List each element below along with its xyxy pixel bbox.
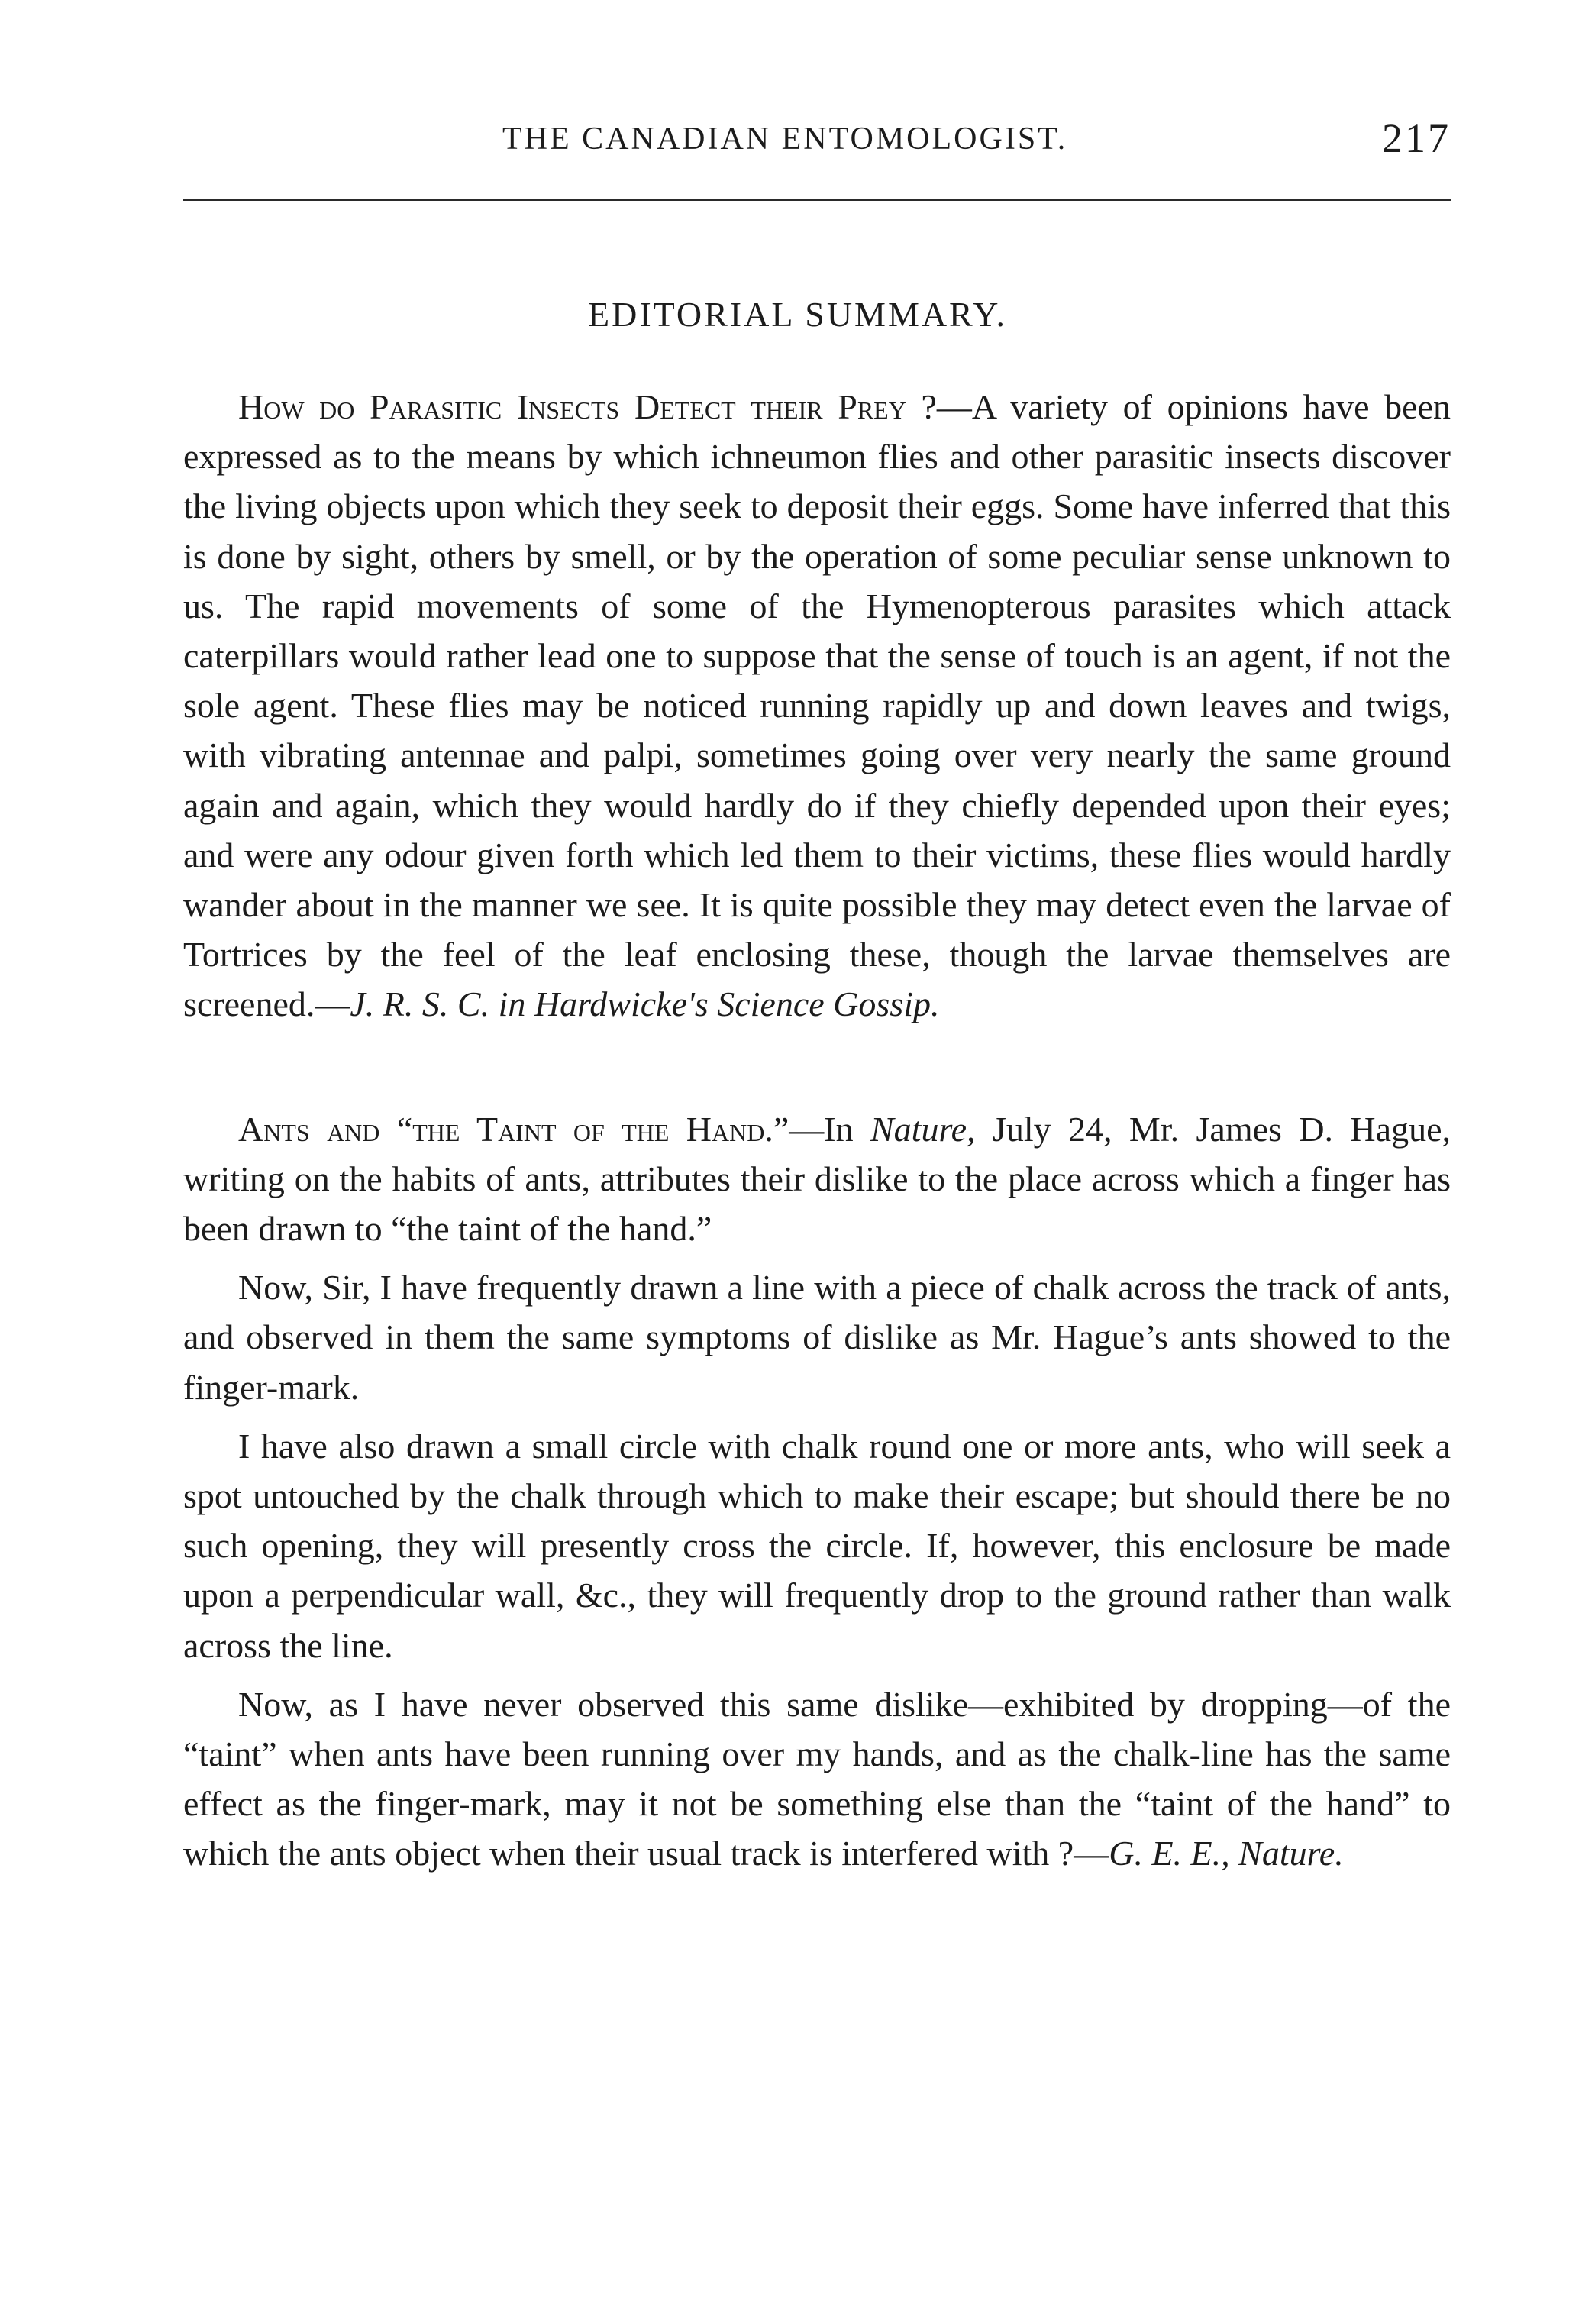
paragraph-chalk-line: Now, Sir, I have frequently drawn a line with a piece of chalk across the track of ants, and observed in them the same symptoms of dislike as Mr. Hague’s ants showed to the finger-mark.: [183, 1268, 1451, 1407]
paragraph-text: —A variety of opinions have been expressed as to the means by which ichneumon flies and other parasitic insects discover the living objects upon which they seek to deposit their eggs. Some have inferred that this is done by sight, others by smell, or by the operation of some peculiar sense unknown to us. The rapid movements of some of the Hymenopterous parasites which attack caterpillars would rather lead one to suppose that the sense of touch is an agent, if not the sole agent. These flies may be noticed running rapidly up and down leaves and twigs, with vibrating antennae and palpi, sometimes going over very nearly the same ground again and again, which they would hardly do if they chiefly depended upon their eyes; and were any odour given forth which led them to their victims, these flies would hardly wander about in the manner we see. It is quite possible they may detect even the larvae of Tortrices by the feel of the leaf enclosing these, though the larvae themselves are screened.—: [183, 387, 1451, 1024]
article-heading: EDITORIAL SUMMARY.: [588, 295, 1007, 334]
paragraph-taint: [183, 1679, 1451, 1879]
page-number: 217: [1382, 115, 1451, 161]
paragraph-chalk-circle: I have also drawn a small circle with chalk round one or more ants, who will seek a spot untouched by the chalk through which to make their escape; but should there be no such opening, they will presently cross the circle. If, however, this enclosure be made upon a perpendicular wall, &c., they will frequently drop to the ground rather than walk across the line.: [183, 1426, 1451, 1665]
journal-name: Nature,: [870, 1109, 976, 1149]
paragraph-ants-intro: [183, 1104, 1451, 1254]
section-title-parasitic-insects: How do Parasitic Insects Detect their Prey ?: [238, 387, 937, 426]
intro-rest: July 24, Mr. James D. Hague, writing on the habits of ants, attributes their dislike to the place across which a finger has been drawn to “the taint of the hand.”: [183, 1109, 1451, 1249]
header-rule: [183, 199, 1451, 201]
paragraph-parasitic-insects: [183, 382, 1451, 1029]
citation: J. R. S. C. in Hardwicke's Science Gossip.: [350, 984, 940, 1024]
article-body: [183, 382, 1451, 1879]
paragraph-text: Now, as I have never observed this same dislike—exhibited by dropping—of the “taint” when ants have been running over my hands, and as the chalk-line has the same effect as the finger-mark, may it not be something else than the “taint of the hand” to which the ants object when their usual track is interfered with ?—: [183, 1684, 1451, 1873]
intro-prefix: —In: [789, 1109, 870, 1149]
signature: G. E. E., Nature.: [1109, 1834, 1344, 1873]
section-title-ants: Ants and “the Taint of the Hand.”: [238, 1109, 789, 1149]
journal-title: THE CANADIAN ENTOMOLOGIST.: [502, 121, 1068, 157]
running-head: [183, 115, 1451, 168]
